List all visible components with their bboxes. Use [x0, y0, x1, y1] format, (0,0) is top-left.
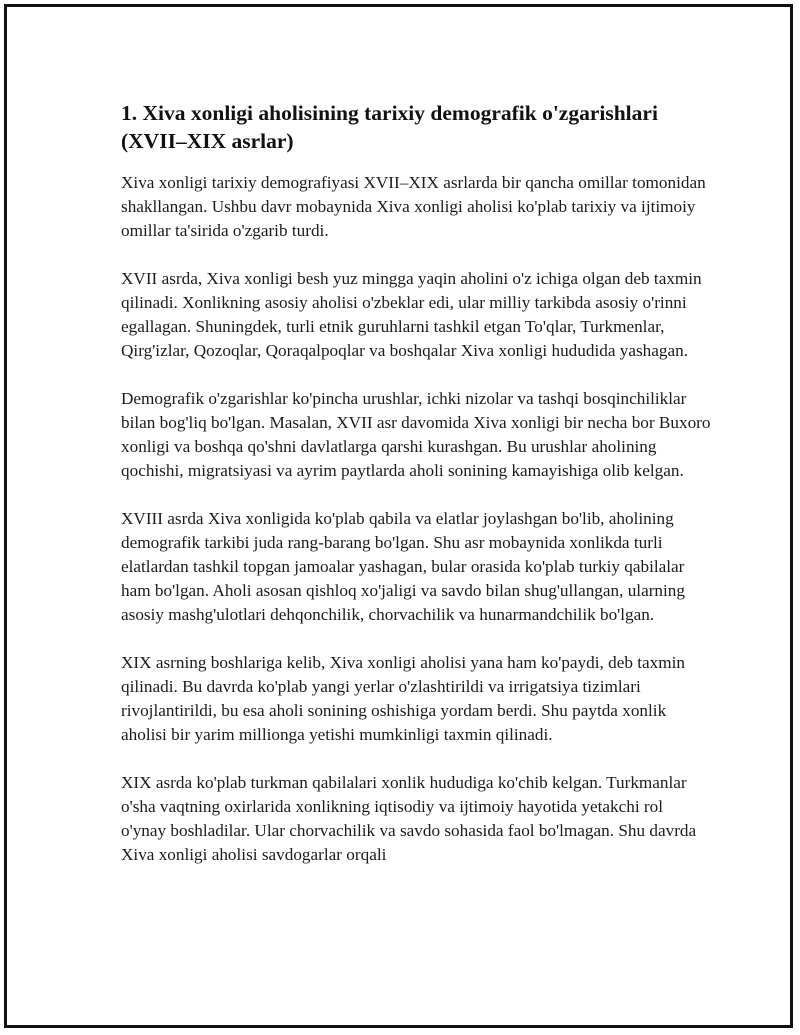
page-frame	[4, 4, 793, 1028]
paragraph-3: Demografik o'zgarishlar ko'pincha urushlar, ichki nizolar va tashqi bosqinchiliklar bilan bog'liq bo'lgan. Masalan, XVII asr davomida Xiva xonligi bir necha bor Buxoro xonligi va boshqa qo'shni davlatlarga qarshi kurashgan. Bu urushlar aholining qochishi, migratsiyasi va ayrim paytlarda aholi sonining kamayishiga olib kelgan.	[121, 389, 711, 480]
document-body	[121, 99, 711, 891]
paragraph-1: Xiva xonligi tarixiy demografiyasi XVII–XIX asrlarda bir qancha omillar tomonidan shakllangan. Ushbu davr mobaynida Xiva xonligi aholisi ko'plab tarixiy va ijtimoiy omillar ta'sirida o'zgarib turdi.	[121, 173, 706, 240]
paragraph-6: XIX asrda ko'plab turkman qabilalari xonlik hududiga ko'chib kelgan. Turkmanlar o'sha vaqtning oxirlarida xonlikning iqtisodiy va ijtimoiy hayotida yetakchi rol o'ynay boshladilar. Ular chorvachilik va savdo sohasida faol bo'lmagan. Shu davrda Xiva xonligi aholisi savdogarlar orqali	[121, 773, 697, 864]
paragraph-4: XVIII asrda Xiva xonligida ko'plab qabila va elatlar joylashgan bo'lib, aholining demografik tarkibi juda rang-barang bo'lgan. Shu asr mobaynida xonlikda turli elatlardan tashkil topgan jamoalar yashagan, bular orasida ko'plab turkiy qabilalar ham bo'lgan. Aholi asosan qishloq xo'jaligi va savdo bilan shug'ullangan, ularning asosiy mashg'ulotlari dehqonchilik, chorvachilik va hunarmandchilik bo'lgan.	[121, 509, 685, 624]
document-title: 1. Xiva xonligi aholisining tarixiy demografik o'zgarishlari (XVII–XIX asrlar)	[121, 101, 658, 153]
paragraph-5: XIX asrning boshlariga kelib, Xiva xonligi aholisi yana ham ko'paydi, deb taxmin qilinadi. Bu davrda ko'plab yangi yerlar o'zlashtirildi va irrigatsiya tizimlari rivojlantirildi, bu esa aholi sonining oshishiga yordam berdi. Shu paytda xonlik aholisi bir yarim millionga yetishi mumkinligi taxmin qilinadi.	[121, 653, 685, 744]
paragraph-2: XVII asrda, Xiva xonligi besh yuz mingga yaqin aholini o'z ichiga olgan deb taxmin qilinadi. Xonlikning asosiy aholisi o'zbeklar edi, ular milliy tarkibda asosiy o'rinni egallagan. Shuningdek, turli etnik guruhlarni tashkil etgan To'qlar, Turkmenlar, Qirg'izlar, Qozoqlar, Qoraqalpoqlar va boshqalar Xiva xonligi hududida yashagan.	[121, 269, 702, 360]
